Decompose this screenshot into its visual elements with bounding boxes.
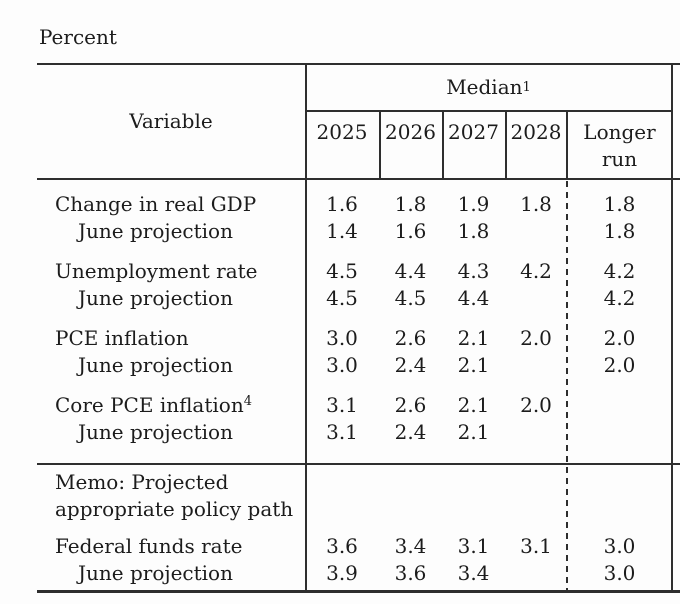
cell-longer-run: 3.0 bbox=[603, 560, 636, 585]
longer-run-header bbox=[567, 110, 672, 173]
row-label bbox=[37, 561, 305, 585]
cell-longer-run: 2.0 bbox=[603, 325, 636, 350]
cell-longer-run: 3.0 bbox=[603, 533, 636, 558]
cell-2027: 2.1 bbox=[457, 325, 490, 350]
variable-header-text: Variable bbox=[129, 108, 213, 133]
row-label-sup: 4 bbox=[243, 393, 252, 409]
table-row-core-pce bbox=[37, 391, 680, 418]
row-label-text: June projection bbox=[78, 352, 233, 377]
cell-2025: 4.5 bbox=[326, 258, 358, 283]
table-row-pce-june bbox=[37, 351, 680, 378]
longer-run-line1: Longer bbox=[583, 120, 656, 144]
cell-2025: 3.9 bbox=[326, 560, 358, 585]
cell-2027: 4.4 bbox=[457, 285, 490, 310]
cell-2026: 3.6 bbox=[394, 560, 427, 585]
cell-2025: 3.0 bbox=[326, 325, 358, 350]
cell-2027: 3.4 bbox=[457, 560, 490, 585]
row-label-text: Core PCE inflation bbox=[55, 392, 244, 417]
memo-line-1 bbox=[37, 468, 680, 495]
variable-header bbox=[37, 63, 305, 178]
cell-2027: 4.3 bbox=[457, 258, 490, 283]
cell-2027: 2.1 bbox=[457, 392, 490, 417]
cell-2028: 3.1 bbox=[520, 533, 552, 558]
median-header: Median $^1$ bbox=[446, 74, 531, 99]
cell-2026: 2.4 bbox=[394, 419, 427, 444]
memo-label bbox=[37, 497, 305, 521]
row-label-text: Change in real GDP bbox=[55, 191, 257, 216]
cell-longer-run: 2.0 bbox=[603, 352, 636, 377]
table-row-unemployment-june bbox=[37, 284, 680, 311]
year-header-row bbox=[305, 110, 672, 178]
cell-2026: 4.4 bbox=[394, 258, 427, 283]
row-label bbox=[37, 259, 305, 283]
cell-2027: 2.1 bbox=[457, 419, 490, 444]
cell-2025: 3.1 bbox=[326, 392, 358, 417]
table-body bbox=[37, 178, 680, 445]
year-header-2025: 2025 bbox=[316, 120, 368, 144]
row-label bbox=[37, 353, 305, 377]
table-row-gdp bbox=[37, 190, 680, 217]
row-label-text: June projection bbox=[78, 419, 233, 444]
cell-2026: 2.4 bbox=[394, 352, 427, 377]
cell-2025: 3.0 bbox=[326, 352, 358, 377]
row-label-text: June projection bbox=[78, 218, 233, 243]
table-row-gdp-june bbox=[37, 217, 680, 244]
memo-text: Memo: Projected bbox=[55, 469, 229, 494]
memo-section bbox=[37, 463, 680, 586]
table-row-core-pce-june bbox=[37, 418, 680, 445]
table-row-unemployment bbox=[37, 257, 680, 284]
cell-2026: 3.4 bbox=[394, 533, 427, 558]
cell-longer-run: 4.2 bbox=[603, 285, 636, 310]
memo-line-2 bbox=[37, 495, 680, 522]
cell-2027: 1.8 bbox=[457, 218, 490, 243]
cell-longer-run: 1.8 bbox=[603, 191, 636, 216]
year-header-2028: 2028 bbox=[510, 120, 562, 144]
cell-2026: 1.6 bbox=[394, 218, 427, 243]
cell-2025: 1.4 bbox=[326, 218, 358, 243]
year-header-2026: 2026 bbox=[385, 120, 436, 144]
cell-2025: 1.6 bbox=[326, 191, 358, 216]
row-label-text: Federal funds rate bbox=[55, 533, 243, 558]
cell-longer-run: 4.2 bbox=[603, 258, 636, 283]
cell-2027: 1.9 bbox=[457, 191, 490, 216]
row-label-text: Unemployment rate bbox=[55, 258, 258, 283]
cell-2025: 4.5 bbox=[326, 285, 358, 310]
row-label bbox=[37, 286, 305, 310]
table-row-pce bbox=[37, 324, 680, 351]
row-label-text: June projection bbox=[78, 560, 233, 585]
cell-2025: 3.1 bbox=[326, 419, 358, 444]
cell-2026: 4.5 bbox=[394, 285, 427, 310]
cell-2028: 1.8 bbox=[520, 191, 552, 216]
unit-label: Percent bbox=[39, 25, 117, 49]
table-row-fed-funds-june bbox=[37, 559, 680, 586]
rule-bottom bbox=[37, 590, 680, 593]
cell-2026: 2.6 bbox=[394, 392, 427, 417]
longer-run-line2: run bbox=[601, 147, 638, 171]
cell-longer-run: 1.8 bbox=[603, 218, 636, 243]
cell-2026: 1.8 bbox=[394, 191, 427, 216]
year-header-2027: 2027 bbox=[448, 120, 499, 144]
cell-2025: 3.6 bbox=[326, 533, 358, 558]
row-label bbox=[37, 534, 305, 558]
cell-2028: 2.0 bbox=[520, 392, 552, 417]
table-row-fed-funds bbox=[37, 532, 680, 559]
row-label-text: June projection bbox=[78, 285, 233, 310]
row-label bbox=[37, 219, 305, 243]
cell-2027: 3.1 bbox=[457, 533, 490, 558]
row-label bbox=[37, 326, 305, 350]
memo-text: appropriate policy path bbox=[55, 496, 294, 521]
row-label bbox=[37, 192, 305, 216]
row-label-text: PCE inflation bbox=[55, 325, 189, 350]
cell-2028: 4.2 bbox=[520, 258, 552, 283]
cell-2027: 2.1 bbox=[457, 352, 490, 377]
cell-2026: 2.6 bbox=[394, 325, 427, 350]
cell-2028: 2.0 bbox=[520, 325, 552, 350]
memo-label bbox=[37, 470, 305, 494]
median-header-text: Median bbox=[446, 74, 523, 99]
row-label bbox=[37, 393, 305, 417]
row-label bbox=[37, 420, 305, 444]
